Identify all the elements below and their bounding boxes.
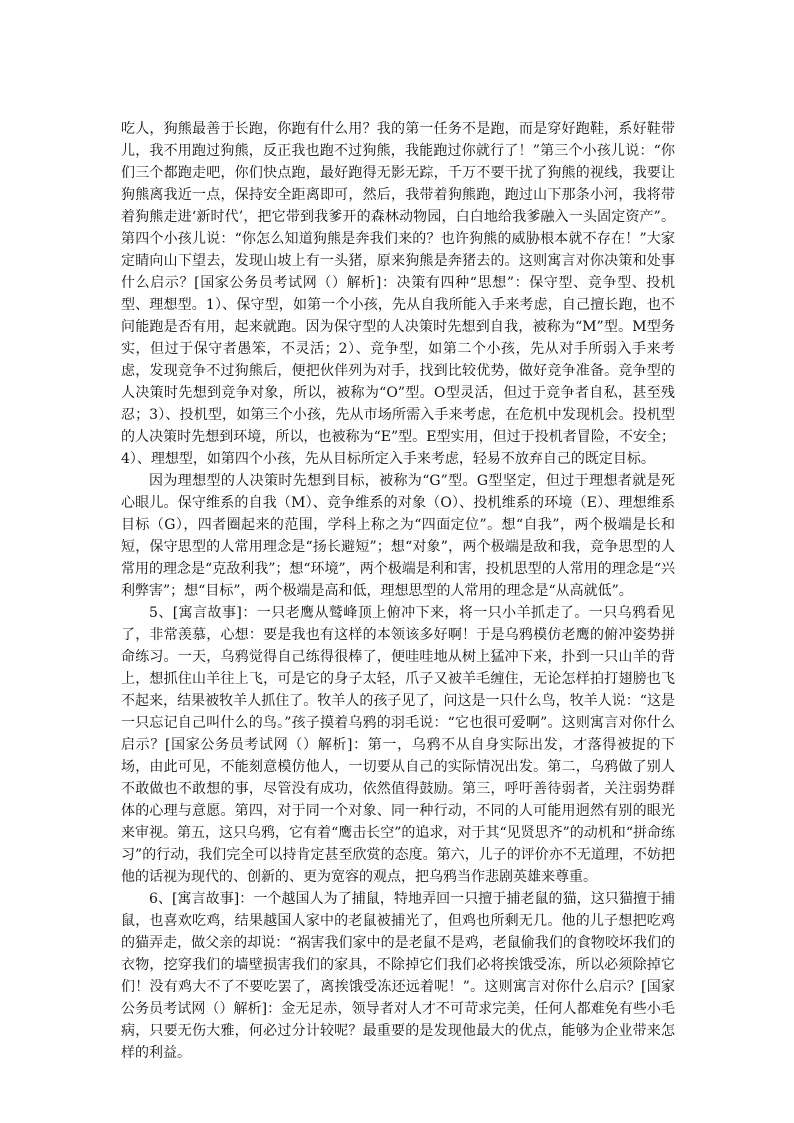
paragraph-1: 吃人，狗熊最善于长跑，你跑有什么用？我的第一任务不是跑，而是穿好跑鞋，系好鞋带儿，我不用跑过狗熊，反正我也跑不过狗熊，我能跑过你就行了！”第三个小孩儿说：“你们三个都跑走吧，你们快点跑，最好跑得无影无踪，千万不要干扰了狗熊的视线，我要让狗熊离我近一点，保持安全距离即可，然后，我带着狗熊跑，跑过山下那条小河，我将带着狗熊走进‘新时代’，把它带到我爹开的森林动物园，白白地给我爹融入一头固定资产”。第四个小孩儿说：“你怎么知道狗熊是奔我们来的？也许狗熊的威胁根本就不存在！”大家定睛向山下望去，发现山坡上有一头猪，原来狗熊是奔猪去的。这则寓言对你决策和处事什么启示？[国家公务员考试网（）解析]：决策有四种“思想”：保守型、竞争型、投机型、理想型。1）、保守型，如第一个小孩，先从自我所能入手来考虑，自己擅长跑，也不问能跑是否有用，起来就跑。因为保守型的人决策时先想到自我，被称为“M”型。M型务实，但过于保守者愚笨，不灵活；2）、竞争型，如第二个小孩，先从对手所弱入手来考虑，发现竞争不过狗熊后，便把伙伴列为对手，找到比较优势，做好竞争准备。竞争型的人决策时先想到竞争对象，所以，被称为“O”型。O型灵活，但过于竞争者自私，甚至残忍；3）、投机型，如第三个小孩，先从市场所需入手来考虑，在危机中发现机会。投机型的人决策时先想到环境，所以，也被称为“E”型。E型实用，但过于投机者冒险，不安全；4）、理想型，如第四个小孩，先从目标所定入手来考虑，轻易不放弃自己的既定目标。 (121, 121, 675, 467)
text-block-2 (121, 470, 675, 1064)
text-block-1 (121, 118, 675, 470)
paragraph-2: 因为理想型的人决策时先想到目标，被称为“G”型。G型坚定，但过于理想者就是死心眼儿。保守维系的自我（M）、竞争维系的对象（O）、投机维系的环境（E）、理想维系目标（G），四者圈起来的范围，学科上称之为“四面定位”。想“自我”，两个极端是长和短，保守思型的人常用理念是“扬长避短”；想“对象”，两个极端是敌和我，竞争思型的人常用的理念是“克敌利我”；想“环境”，两个极端是利和害，投机思型的人常用的理念是“兴利弊害”；想“目标”，两个极端是高和低，理想思型的人常用的理念是“从高就低”。 (121, 473, 675, 599)
paragraph-3: 5、[寓言故事]：一只老鹰从鹫峰顶上俯冲下来，将一只小羊抓走了。一只乌鸦看见了，非常羡慕，心想：要是我也有这样的本领该多好啊！于是乌鸦模仿老鹰的俯冲姿势拼命练习。一天，乌鸦觉得自己练得很棒了，便哇哇地从树上猛冲下来，扑到一只山羊的背上，想抓住山羊往上飞，可是它的身子太轻，爪子又被羊毛缠住，无论怎样拍打翅膀也飞不起来，结果被牧羊人抓住了。牧羊人的孩子见了，问这是一只什么鸟，牧羊人说：“这是一只忘记自己叫什么的鸟。”孩子摸着乌鸦的羽毛说：“它也很可爱啊”。这则寓言对你什么启示？[国家公务员考试网（）解析]：第一，乌鸦不从自身实际出发，才落得被捉的下场，由此可见，不能刻意模仿他人，一切要从自己的实际情况出发。第二，乌鸦做了别人不敢做也不敢想的事，尽管没有成功，依然值得鼓励。第三，呼吁善待弱者，关注弱势群体的心理与意愿。第四，对于同一个对象、同一种行动，不同的人可能用迥然有别的眼光来审视。第五，这只乌鸦，它有着“鹰击长空”的追求，对于其“见贤思齐”的动机和“拼命练习”的行动，我们完全可以持肯定甚至欣赏的态度。第六，儿子的评价亦不无道理，不妨把他的话视为现代的、创新的、更为宽容的观点，把乌鸦当作悲剧英雄来尊重。 (121, 605, 675, 885)
paragraph-4: 6、[寓言故事]：一个越国人为了捕鼠，特地弄回一只擅于捕老鼠的猫，这只猫擅于捕鼠，也喜欢吃鸡，结果越国人家中的老鼠被捕光了，但鸡也所剩无几。他的儿子想把吃鸡的猫弄走，做父亲的却说：“祸害我们家中的是老鼠不是鸡，老鼠偷我们的食物咬坏我们的衣物，挖穿我们的墙壁损害我们的家具，不除掉它们我们必将挨饿受冻，所以必须除掉它们！没有鸡大不了不要吃罢了，离挨饿受冻还远着呢！”。这则寓言对你什么启示？[国家公务员考试网（）解析]：金无足赤，领导者对人才不可苛求完美，任何人都难免有些小毛病，只要无伤大雅，何必过分计较呢？最重要的是发现他最大的优点，能够为企业带来怎样的利益。 (121, 891, 675, 1061)
